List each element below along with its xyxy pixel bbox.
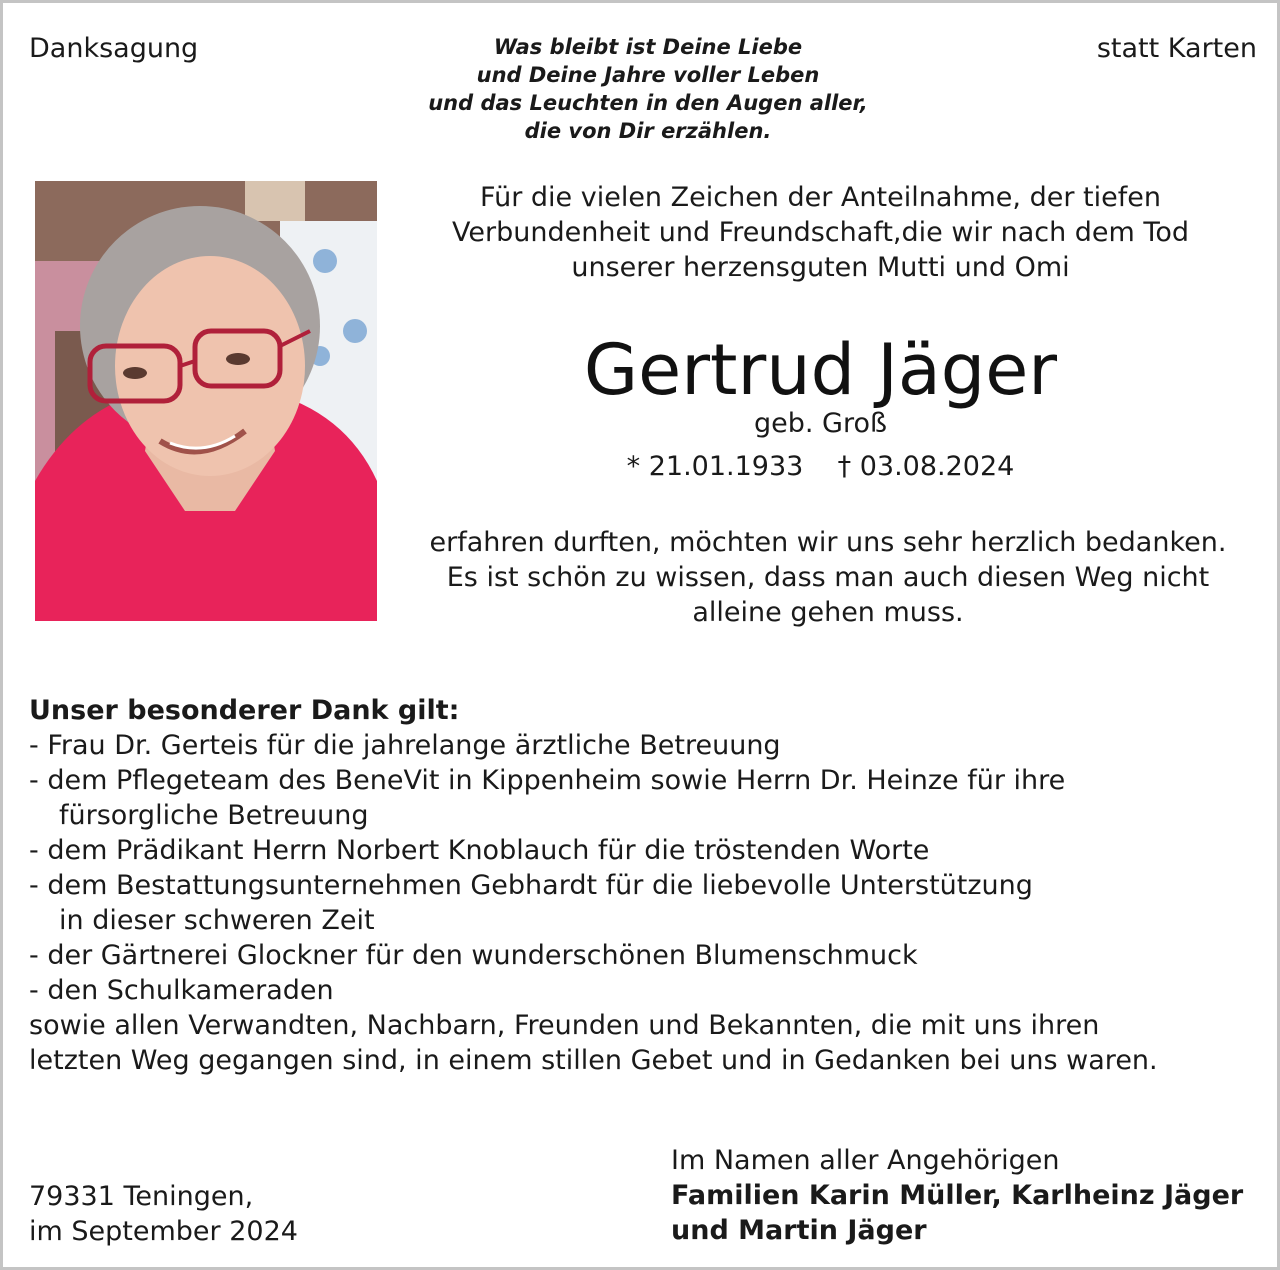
thanks-heading: Unser besonderer Dank gilt:: [29, 695, 460, 726]
poem-line: die von Dir erzählen.: [524, 119, 772, 143]
poem-line: Was bleibt ist Deine Liebe: [493, 35, 803, 59]
signers-intro: Im Namen aller Angehörigen: [671, 1145, 1060, 1176]
portrait-photo: [35, 181, 377, 621]
closing-line: Es ist schön zu wissen, dass man auch diesen Weg nicht: [446, 562, 1210, 593]
title-danksagung: Danksagung: [29, 33, 199, 64]
life-dates: * 21.01.1933 † 03.08.2024: [626, 451, 1015, 482]
signers: [671, 1143, 1243, 1248]
thanks-closing-line: sowie allen Verwandten, Nachbarn, Freunden und Bekannten, die mit uns ihren: [29, 1010, 1100, 1041]
thanks-item: - dem Pflegeteam des BeneVit in Kippenheim sowie Herrn Dr. Heinze für ihre: [29, 765, 1066, 796]
statt-karten-label: statt Karten: [1096, 33, 1257, 64]
poem-line: und das Leuchten in den Augen aller,: [428, 91, 868, 115]
closing-line: erfahren durften, möchten wir uns sehr herzlich bedanken.: [429, 527, 1227, 558]
thanks-item-continuation: in dieser schweren Zeit: [59, 905, 375, 936]
signers-families: und Martin Jäger: [671, 1215, 927, 1246]
thanks-item: - dem Bestattungsunternehmen Gebhardt für die liebevolle Unterstützung: [29, 870, 1033, 901]
intro-text: [383, 180, 1258, 285]
poem-line: und Deine Jahre voller Leben: [476, 63, 820, 87]
date-line: im September 2024: [29, 1216, 298, 1247]
closing-line: alleine gehen muss.: [692, 597, 964, 628]
deceased-name: Gertrud Jäger: [583, 329, 1058, 411]
thanks-closing-line: letzten Weg gegangen sind, in einem stillen Gebet und in Gedanken bei uns waren.: [29, 1045, 1158, 1076]
place-line: 79331 Teningen,: [29, 1181, 254, 1212]
thanks-item-continuation: fürsorgliche Betreuung: [59, 800, 369, 831]
intro-line: unserer herzensguten Mutti und Omi: [571, 252, 1070, 283]
intro-line: Für die vielen Zeichen der Anteilnahme, der tiefen: [480, 182, 1161, 213]
closing-text: [388, 525, 1268, 630]
maiden-name: geb. Groß: [753, 408, 887, 439]
poem: [348, 33, 948, 145]
place-date: [29, 1179, 298, 1249]
thanks-item: - dem Prädikant Herrn Norbert Knoblauch für die tröstenden Worte: [29, 835, 930, 866]
intro-line: Verbundenheit und Freundschaft,die wir nach dem Tod: [452, 217, 1189, 248]
thanks-item: - Frau Dr. Gerteis für die jahrelange ärztliche Betreuung: [29, 730, 781, 761]
special-thanks: [29, 693, 1259, 1078]
thanks-item: - der Gärtnerei Glockner für den wunderschönen Blumenschmuck: [29, 940, 918, 971]
signers-families: Familien Karin Müller, Karlheinz Jäger: [671, 1180, 1244, 1211]
thanks-item: - den Schulkameraden: [29, 975, 334, 1006]
